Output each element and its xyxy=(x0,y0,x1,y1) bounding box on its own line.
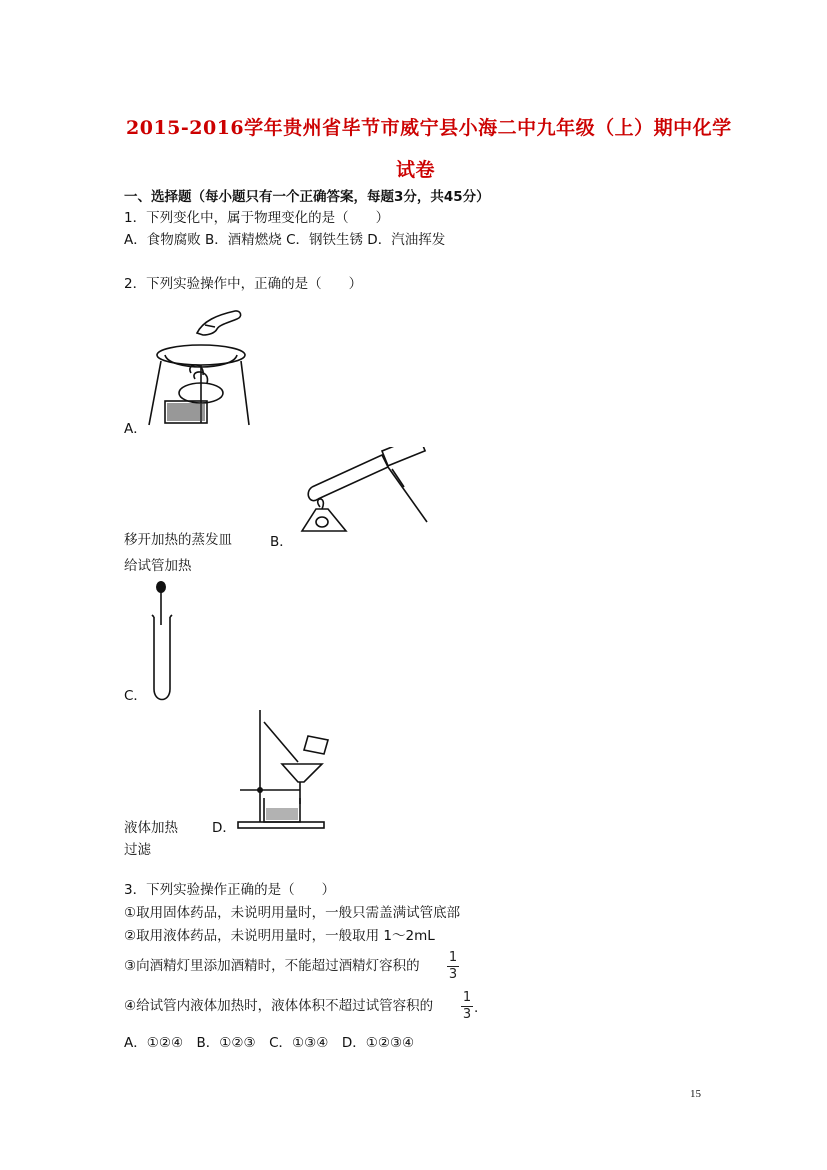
question-1-options: A．食物腐败 B．酒精燃烧 C．钢铁生锈 D．汽油挥发 xyxy=(124,232,446,248)
question-3-statement-4: ④给试管内液体加热时，液体体积不超过试管容积的 xyxy=(124,998,434,1014)
statement-4-period: . xyxy=(474,1000,479,1016)
test-tube-heating-figure xyxy=(292,447,432,547)
option-c-label: C． xyxy=(124,688,147,704)
question-3-statement-1: ①取用固体药品，未说明用量时，一般只需盖满试管底部 xyxy=(124,905,461,921)
question-3-statement-2: ②取用液体药品，未说明用量时，一般取用 1～2mL xyxy=(124,928,435,944)
fraction-numerator: 1 xyxy=(462,990,472,1005)
dropper-test-tube-figure xyxy=(140,577,190,705)
option-b-label: B． xyxy=(270,534,293,550)
document-title-line1: 2015-2016学年贵州省毕节市威宁县小海二中九年级（上）期中化学 xyxy=(126,117,732,139)
option-d-caption: 过滤 xyxy=(124,842,151,858)
page-number: 15 xyxy=(690,1088,701,1100)
question-3-statement-3: ③向酒精灯里添加酒精时，不能超过酒精灯容积的 xyxy=(124,958,420,974)
question-3-options: A．①②④ B．①②③ C．①③④ D．①②③④ xyxy=(124,1035,415,1051)
fraction-one-third xyxy=(461,991,473,1022)
option-a-caption: 移开加热的蒸发皿 xyxy=(124,532,232,548)
option-d-label: D． xyxy=(212,820,236,836)
fraction-denominator: 3 xyxy=(462,1007,472,1022)
option-a-label: A． xyxy=(124,421,147,437)
filtration-figure xyxy=(230,708,342,830)
question-3-stem: 3．下列实验操作正确的是（ ） xyxy=(124,882,336,898)
fraction-one-third xyxy=(447,951,459,982)
section-heading: 一、选择题（每小题只有一个正确答案，每题3分，共45分） xyxy=(124,189,490,205)
evaporating-dish-figure xyxy=(145,303,255,433)
option-c-caption: 液体加热 xyxy=(124,820,178,836)
question-2-stem: 2．下列实验操作中，正确的是（ ） xyxy=(124,276,363,292)
option-b-caption: 给试管加热 xyxy=(124,558,192,574)
fraction-denominator: 3 xyxy=(448,967,458,982)
fraction-numerator: 1 xyxy=(448,950,458,965)
document-title-line2: 试卷 xyxy=(396,159,436,181)
question-1-stem: 1．下列变化中，属于物理变化的是（ ） xyxy=(124,210,390,226)
